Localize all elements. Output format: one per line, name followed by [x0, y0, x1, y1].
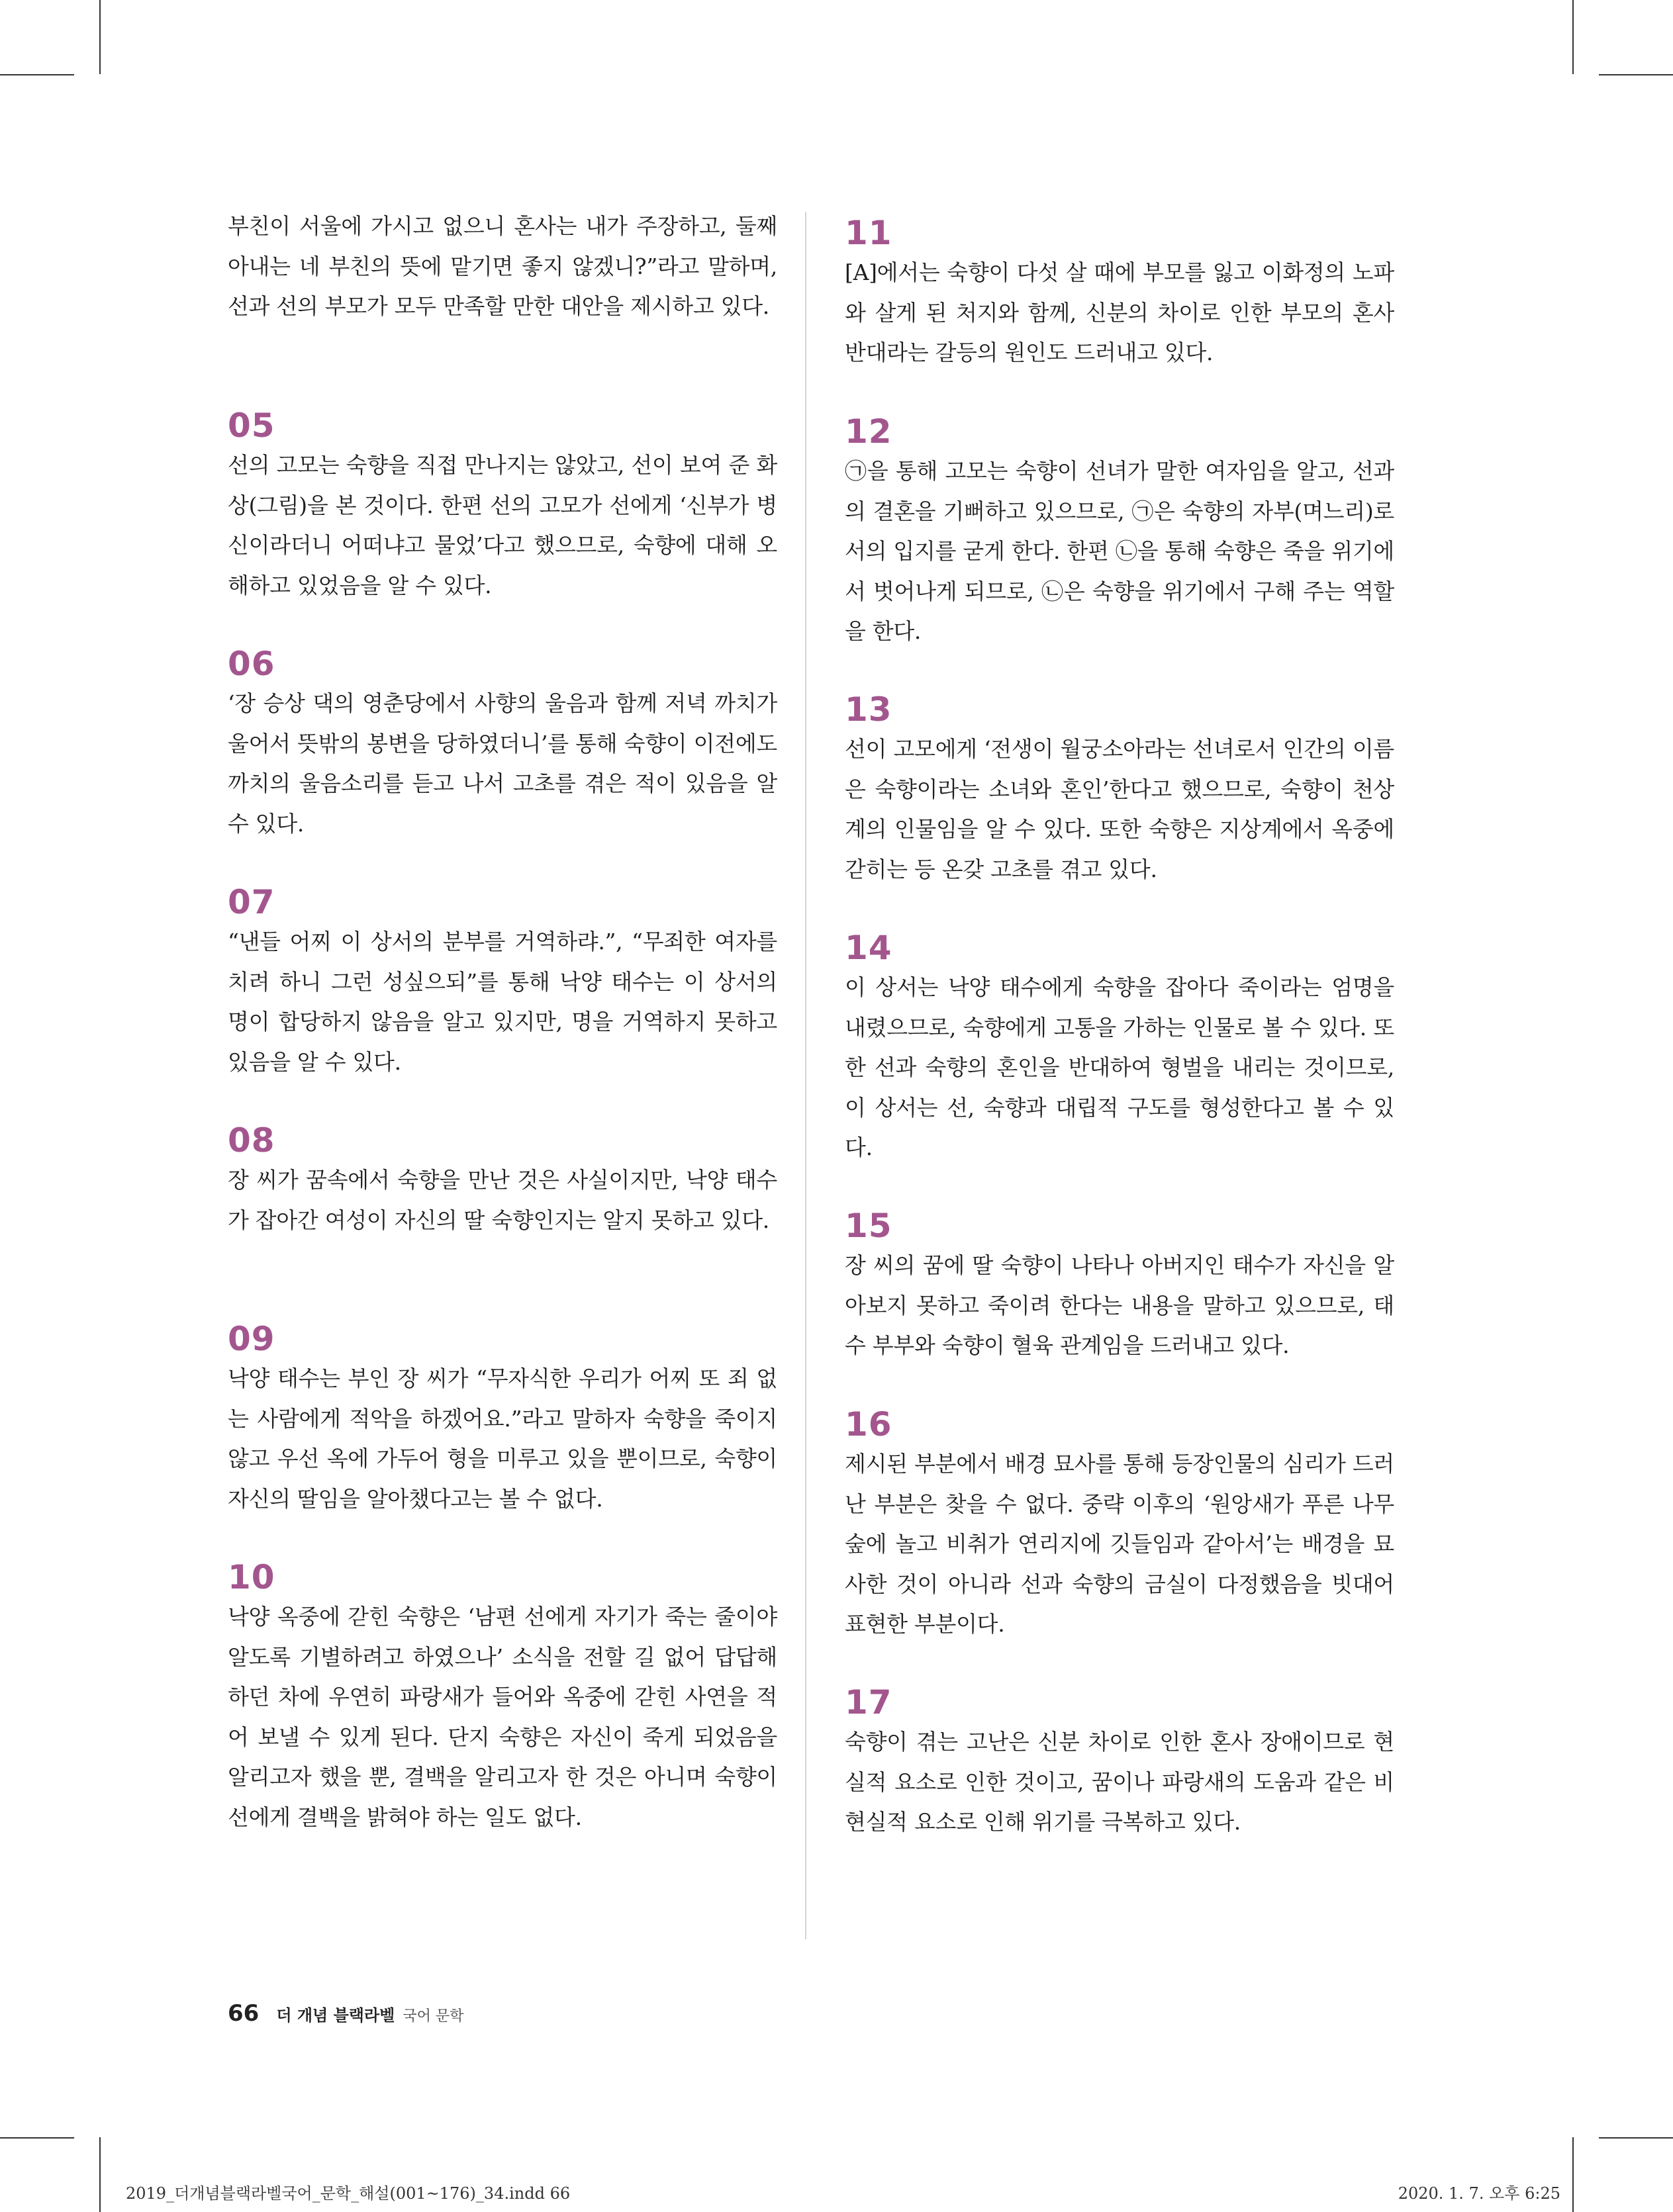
answer-block-13 [845, 690, 1394, 890]
column-divider [805, 212, 806, 1939]
question-number: 12 [845, 412, 892, 451]
slug-filename: 2019_더개념블랙라벨국어_문학_해설(001~176)_34.indd 66 [126, 2184, 571, 2203]
answer-block-15 [845, 1206, 1394, 1366]
page-number: 66 [228, 2000, 260, 2027]
answer-text: ‘장 승상 댁의 영춘당에서 사향의 울음과 함께 저녁 까치가 울어서 뜻밖의 봉변을 당하였더니’를 통해 숙향이 이전에도 까치의 울음소리를 듣고 나서 고초를 겪은 적이 있음을 알 수 있다. [228, 690, 777, 837]
crop-mark [99, 2137, 101, 2212]
question-number: 15 [845, 1207, 892, 1245]
page-footer [228, 2000, 463, 2027]
crop-mark [0, 2137, 74, 2139]
crop-mark [0, 74, 74, 75]
answer-text: 제시된 부분에서 배경 묘사를 통해 등장인물의 심리가 드러난 부분은 찾을 수 없다. 중략 이후의 ‘원앙새가 푸른 나무숲에 놀고 비취가 연리지에 깃들임과 같아서’는 배경을 묘사한 것이 아니라 선과 숙향의 금실이 다정했음을 빗대어 표현한 부분이다. [845, 1451, 1394, 1637]
answer-text: “낸들 어찌 이 상서의 분부를 거역하랴.”, “무죄한 여자를 치려 하니 그런 성싶으되”를 통해 낙양 태수는 이 상서의 명이 합당하지 않음을 알고 있지만, 명을 거역하지 못하고 있음을 알 수 있다. [228, 929, 777, 1075]
answer-block-09 [228, 1319, 777, 1519]
question-number: 11 [845, 214, 892, 252]
answer-text: 장 씨가 꿈속에서 숙향을 만난 것은 사실이지만, 낙양 태수가 잡아간 여성이 자신의 딸 숙향인지는 알지 못하고 있다. [228, 1167, 777, 1233]
answer-block-16 [845, 1405, 1394, 1645]
crop-mark [99, 0, 101, 74]
question-number: 16 [845, 1405, 892, 1444]
answer-block-14 [845, 928, 1394, 1168]
answer-block-12 [845, 412, 1394, 652]
answer-block-continued [228, 207, 777, 327]
book-title: 더 개념 블랙라벨 [276, 2006, 395, 2025]
question-number: 10 [228, 1558, 275, 1596]
answer-text: 장 씨의 꿈에 딸 숙향이 나타나 아버지인 태수가 자신을 알아보지 못하고 죽이려 한다는 내용을 말하고 있으므로, 태수 부부와 숙향이 혈육 관계임을 드러내고 있다. [845, 1252, 1394, 1358]
crop-mark [1572, 2137, 1574, 2212]
answer-text: 낙양 옥중에 갇힌 숙향은 ‘남편 선에게 자기가 죽는 줄이야 알도록 기별하려고 하였으나’ 소식을 전할 길 없어 답답해하던 차에 우연히 파랑새가 들어와 옥중에 갇힌 사연을 적어 보낼 수 있게 된다. 단지 숙향은 자신이 죽게 되었음을 알리고자 했을 뿐, 결백을 알리고자 한 것은 아니며 숙향이 선에게 결백을 밝혀야 하는 일도 없다. [228, 1604, 777, 1830]
answer-block-06 [228, 644, 777, 844]
question-number: 14 [845, 929, 892, 967]
answer-block-08 [228, 1121, 777, 1240]
question-number: 07 [228, 883, 275, 921]
answer-text: 숙향이 겪는 고난은 신분 차이로 인한 혼사 장애이므로 현실적 요소로 인한 것이고, 꿈이나 파랑새의 도움과 같은 비현실적 요소로 인해 위기를 극복하고 있다. [845, 1729, 1394, 1835]
crop-mark [1572, 0, 1574, 74]
answer-block-11 [845, 213, 1394, 373]
answer-block-10 [228, 1557, 777, 1837]
answer-text: 선이 고모에게 ‘전생이 월궁소아라는 선녀로서 인간의 이름은 숙향이라는 소녀와 혼인’한다고 했으므로, 숙향이 천상계의 인물임을 알 수 있다. 또한 숙향은 지상계에서 옥중에 갇히는 등 온갖 고초를 겪고 있다. [845, 736, 1394, 882]
answer-text: ㉠을 통해 고모는 숙향이 선녀가 말한 여자임을 알고, 선과의 결혼을 기뻐하고 있으므로, ㉠은 숙향의 자부(며느리)로서의 입지를 굳게 한다. 한편 ㉡을 통해 숙향은 죽을 위기에서 벗어나게 되므로, ㉡은 숙향을 위기에서 구해 주는 역할을 한다. [845, 458, 1394, 644]
answer-text: 낙양 태수는 부인 장 씨가 “무자식한 우리가 어찌 또 죄 없는 사람에게 적악을 하겠어요.”라고 말하자 숙향을 죽이지 않고 우선 옥에 가두어 형을 미루고 있을 뿐이므로, 숙향이 자신의 딸임을 알아챘다고는 볼 수 없다. [228, 1365, 777, 1512]
question-number: 09 [228, 1320, 275, 1358]
slug-timestamp: 2020. 1. 7. 오후 6:25 [1398, 2184, 1560, 2203]
crop-mark [1599, 74, 1673, 75]
answer-text: 이 상서는 낙양 태수에게 숙향을 잡아다 죽이라는 엄명을 내렸으므로, 숙향에게 고통을 가하는 인물로 볼 수 있다. 또한 선과 숙향의 혼인을 반대하여 형벌을 내리는 것이므로, 이 상서는 선, 숙향과 대립적 구도를 형성한다고 볼 수 있다. [845, 974, 1394, 1160]
answer-text: 부친이 서울에 가시고 없으니 혼사는 내가 주장하고, 둘째 아내는 네 부친의 뜻에 맡기면 좋지 않겠니?”라고 말하며, 선과 선의 부모가 모두 만족할 만한 대안을 제시하고 있다. [228, 213, 777, 319]
question-number: 13 [845, 690, 892, 729]
question-number: 06 [228, 645, 275, 683]
book-subtitle: 국어 문학 [403, 2008, 464, 2025]
answer-text: 선의 고모는 숙향을 직접 만나지는 않았고, 선이 보여 준 화상(그림)을 본 것이다. 한편 선의 고모가 선에게 ‘신부가 병신이라더니 어떠냐고 물었’다고 했으므로, 숙향에 대해 오해하고 있었음을 알 수 있다. [228, 452, 777, 598]
question-number: 17 [845, 1683, 892, 1722]
question-number: 08 [228, 1121, 275, 1160]
crop-mark [1599, 2137, 1673, 2139]
answer-block-07 [228, 882, 777, 1082]
question-number: 05 [228, 406, 275, 445]
answer-block-17 [845, 1682, 1394, 1843]
answer-block-05 [228, 406, 777, 606]
answer-text: [A]에서는 숙향이 다섯 살 때에 부모를 잃고 이화정의 노파와 살게 된 처지와 함께, 신분의 차이로 인한 부모의 혼사 반대라는 갈등의 원인도 드러내고 있다. [845, 259, 1394, 365]
